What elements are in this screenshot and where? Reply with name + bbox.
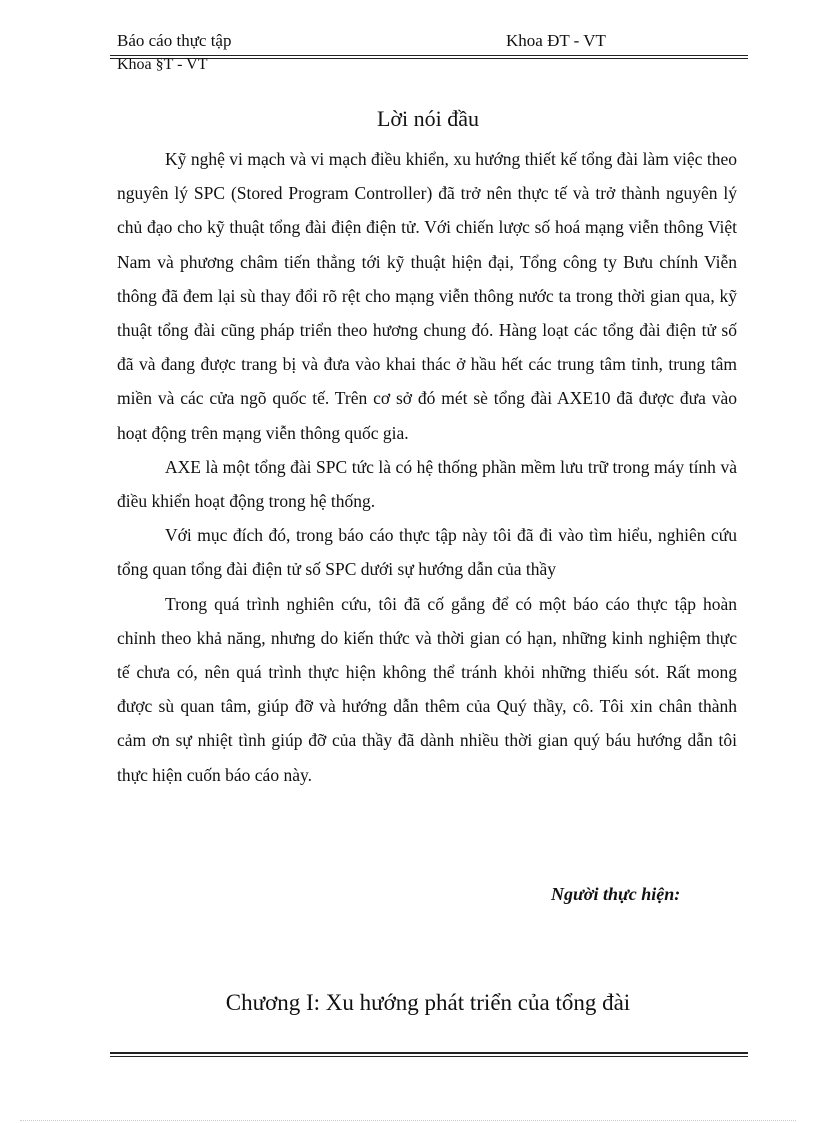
paragraph-1: Kỹ nghệ vi mạch và vi mạch điều khiển, xu hướng thiết kế tổng đài làm việc theo nguyên lý SPC (Stored Program Controller) đã trở nên thực tế và trở thành nguyên lý chủ đạo cho kỹ thuật tổng đài điện điện tử. Với chiến lược số hoá mạng viễn thông Việt Nam và phương châm tiến thẳng tới kỹ thuật hiện đại, Tổng công ty Bưu chính Viễn thông đã đem lại sù thay đổi rõ rệt cho mạng viễn thông nước ta trong thời gian qua, kỹ thuật tổng đài cũng pháp triển theo hương chung đó. Hàng loạt các tổng đài điện tử số đã và đang được trang bị và đưa vào khai thác ở hầu hết các trung tâm tỉnh, trung tâm miền và các cửa ngõ quốc tế. Trên cơ sở đó mét sè tổng đài AXE10 đã được đưa vào hoạt động trên mạng viễn thông quốc gia.: [117, 149, 737, 443]
chapter-heading: Chương I: Xu hướng phát triển của tổng đài: [225, 990, 631, 1015]
header-sub-faculty: Khoa §T - VT: [117, 57, 208, 71]
body-text: [117, 142, 737, 792]
footer-rule-top: [110, 1052, 748, 1054]
signer-label: Người thực hiện:: [551, 884, 681, 904]
page-bottom-dotted-line: [20, 1120, 796, 1121]
paragraph-3: Với mục đích đó, trong báo cáo thực tập này tôi đã đi vào tìm hiểu, nghiên cứu tổng quan tổng đài điện tử số SPC dưới sự hướng dẫn của thầy: [117, 525, 737, 580]
footer-rule-bottom: [110, 1056, 748, 1057]
header-report-title: Báo cáo thực tập: [117, 31, 232, 50]
paragraph-4: Trong quá trình nghiên cứu, tôi đã cố gắng để có một báo cáo thực tập hoàn chỉnh theo khả năng, nhưng do kiến thức và thời gian có hạn, những kinh nghiệm thực tế chưa có, nên quá trình thực hiện không thể tránh khỏi những thiếu sót. Rất mong được sù quan tâm, giúp đỡ và hướng dẫn thêm của Quý thầy, cô. Tôi xin chân thành cảm ơn sự nhiệt tình giúp đỡ của thầy đã dành nhiều thời gian quý báu hướng dẫn tôi thực hiện cuốn báo cáo này.: [117, 593, 737, 785]
page-title: Lời nói đầu: [376, 106, 480, 131]
header-rule-top: [110, 55, 748, 56]
paragraph-2: AXE là một tổng đài SPC tức là có hệ thống phần mềm lưu trữ trong máy tính và điều khiển hoạt động trong hệ thống.: [117, 456, 737, 512]
header-faculty: Khoa ĐT - VT: [506, 31, 606, 50]
